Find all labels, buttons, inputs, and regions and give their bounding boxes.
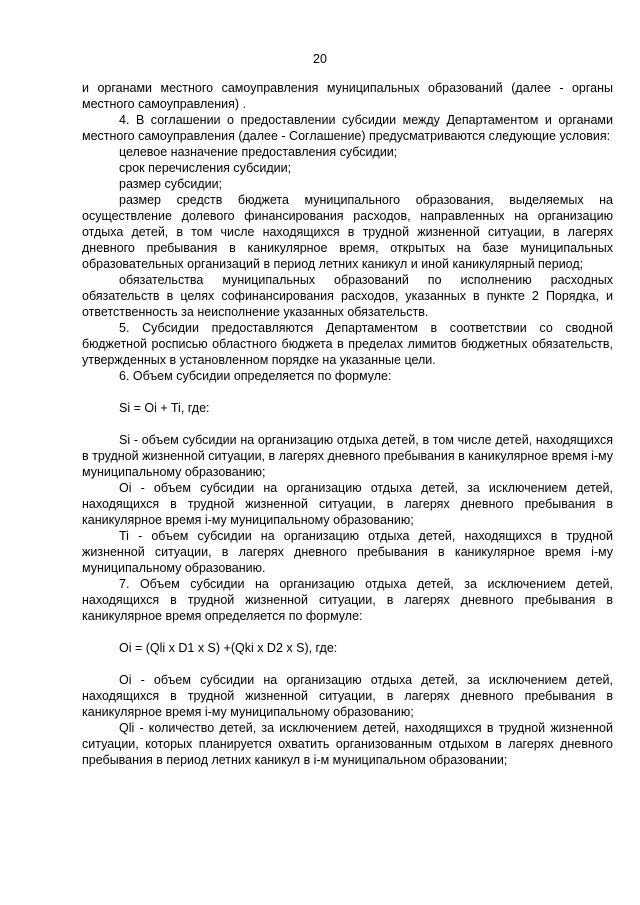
formula-si: Si = Oi + Ti, где: [119, 401, 210, 415]
document-body [82, 80, 613, 768]
paragraph-2: 4. В соглашении о предоставлении субсидии между Департаментом и органами местного самоуправления (далее - Соглашение) предусматриваются следующие условия: [82, 113, 613, 143]
page-number: 20 [313, 52, 327, 66]
paragraph-5: размер субсидии; [119, 177, 223, 191]
paragraph-8: 5. Субсидии предоставляются Департаментом в соответствии со сводной бюджетной росписью областного бюджета в пределах лимитов бюджетных обязательств, утвержденных в установленном порядке на указанные цели. [82, 321, 613, 367]
paragraph-11: Oi - объем субсидии на организацию отдыха детей, за исключением детей, находящихся в трудной жизненной ситуации, в лагерях дневного пребывания в каникулярное время i-му муниципальному образованию; [82, 481, 613, 527]
paragraph-9: 6. Объем субсидии определяется по формуле: [119, 369, 392, 383]
paragraph-1: и органами местного самоуправления муниципальных образований (далее - органы местного самоуправления) . [82, 81, 613, 111]
paragraph-7: обязательства муниципальных образований по исполнению расходных обязательств в целях софинансирования расходов, указанных в пункте 2 Порядка, и ответственность за неисполнение указанных обязательств. [82, 273, 613, 319]
paragraph-4: срок перечисления субсидии; [119, 161, 292, 175]
formula-oi: Oi = (Qli x D1 x S) +(Qki x D2 x S), где: [119, 641, 338, 655]
paragraph-14: Oi - объем субсидии на организацию отдыха детей, за исключением детей, находящихся в трудной жизненной ситуации, в лагерях дневного пребывания в каникулярное время i-му муниципальному образованию; [82, 673, 613, 719]
paragraph-10: Si - объем субсидии на организацию отдыха детей, в том числе детей, находящихся в трудной жизненной ситуации, в лагерях дневного пребывания в каникулярное время i-му муниципальному образованию; [82, 433, 613, 479]
paragraph-15: Qli - количество детей, за исключением детей, находящихся в трудной жизненной ситуации, которых планируется охватить организованным отдыхом в лагерях дневного пребывания в период летних каникул в i-м муниципальном образовании; [82, 721, 613, 767]
paragraph-12: Ti - объем субсидии на организацию отдыха детей, находящихся в трудной жизненной ситуации, в лагерях дневного пребывания в каникулярное время i-му муниципальному образованию. [82, 529, 613, 575]
paragraph-6: размер средств бюджета муниципального образования, выделяемых на осуществление долевого финансирования расходов, направленных на организацию отдыха детей, в том числе находящихся в трудной жизненной ситуации, в лагерях дневного пребывания в каникулярное время, открытых на базе муниципальных образовательных организаций в период летних каникул и иной каникулярный период; [82, 193, 613, 271]
paragraph-13: 7. Объем субсидии на организацию отдыха детей, за исключением детей, находящихся в трудной жизненной ситуации, в лагерях дневного пребывания в каникулярное время определяется по формуле: [82, 577, 613, 623]
paragraph-3: целевое назначение предоставления субсидии; [119, 145, 398, 159]
